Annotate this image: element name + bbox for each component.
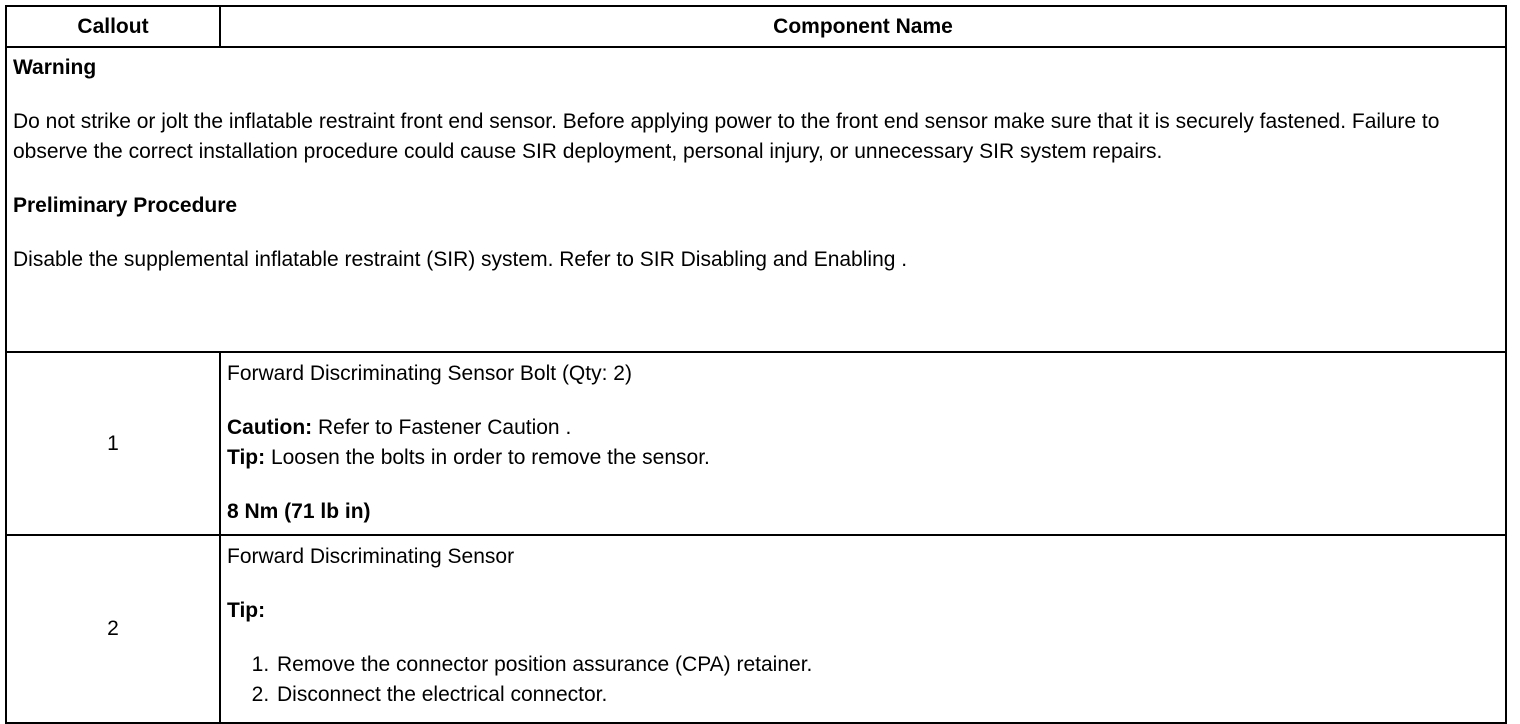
component-cell — [220, 352, 1506, 535]
preliminary-procedure-text: Disable the supplemental inflatable restraint (SIR) system. Refer to SIR Disabling and Enabling . — [13, 248, 908, 271]
callout-number: 1 — [6, 352, 220, 535]
preliminary-procedure-heading: Preliminary Procedure — [13, 194, 238, 217]
list-item: 2. Disconnect the electrical connector. — [275, 680, 1499, 710]
notes-cell — [6, 47, 1506, 352]
table-header-row — [6, 6, 1506, 47]
tip-label: Tip: — [227, 599, 266, 622]
warning-text: Do not strike or jolt the inflatable restraint front end sensor. Before applying power to the front end sensor make sure that it is securely fastened. Failure to observe the correct installation procedure could cause SIR deployment, personal injury, or unnecessary SIR system repairs. — [13, 110, 1440, 163]
tip-line — [227, 596, 1499, 626]
component-name: Forward Discriminating Sensor Bolt (Qty: 2) — [227, 362, 632, 385]
table-row — [6, 535, 1506, 723]
callout-column-header: Callout — [6, 6, 220, 47]
caution-text: Refer to Fastener Caution . — [312, 416, 572, 439]
table-row — [6, 352, 1506, 535]
tip-text: Loosen the bolts in order to remove the sensor. — [265, 446, 710, 469]
component-cell — [220, 535, 1506, 723]
list-item: 1. Remove the connector position assurance (CPA) retainer. — [275, 650, 1499, 680]
component-name-column-header: Component Name — [220, 6, 1506, 47]
steps-list — [227, 650, 1499, 710]
caution-label: Caution: — [227, 416, 313, 439]
tip-label: Tip: — [227, 446, 266, 469]
tip-line — [227, 443, 1499, 473]
caution-line — [227, 413, 1499, 443]
component-name: Forward Discriminating Sensor — [227, 545, 515, 568]
notes-row — [6, 47, 1506, 352]
warning-heading: Warning — [13, 56, 97, 79]
callout-number: 2 — [6, 535, 220, 723]
procedure-table — [5, 5, 1507, 724]
torque-spec: 8 Nm (71 lb in) — [227, 500, 371, 523]
